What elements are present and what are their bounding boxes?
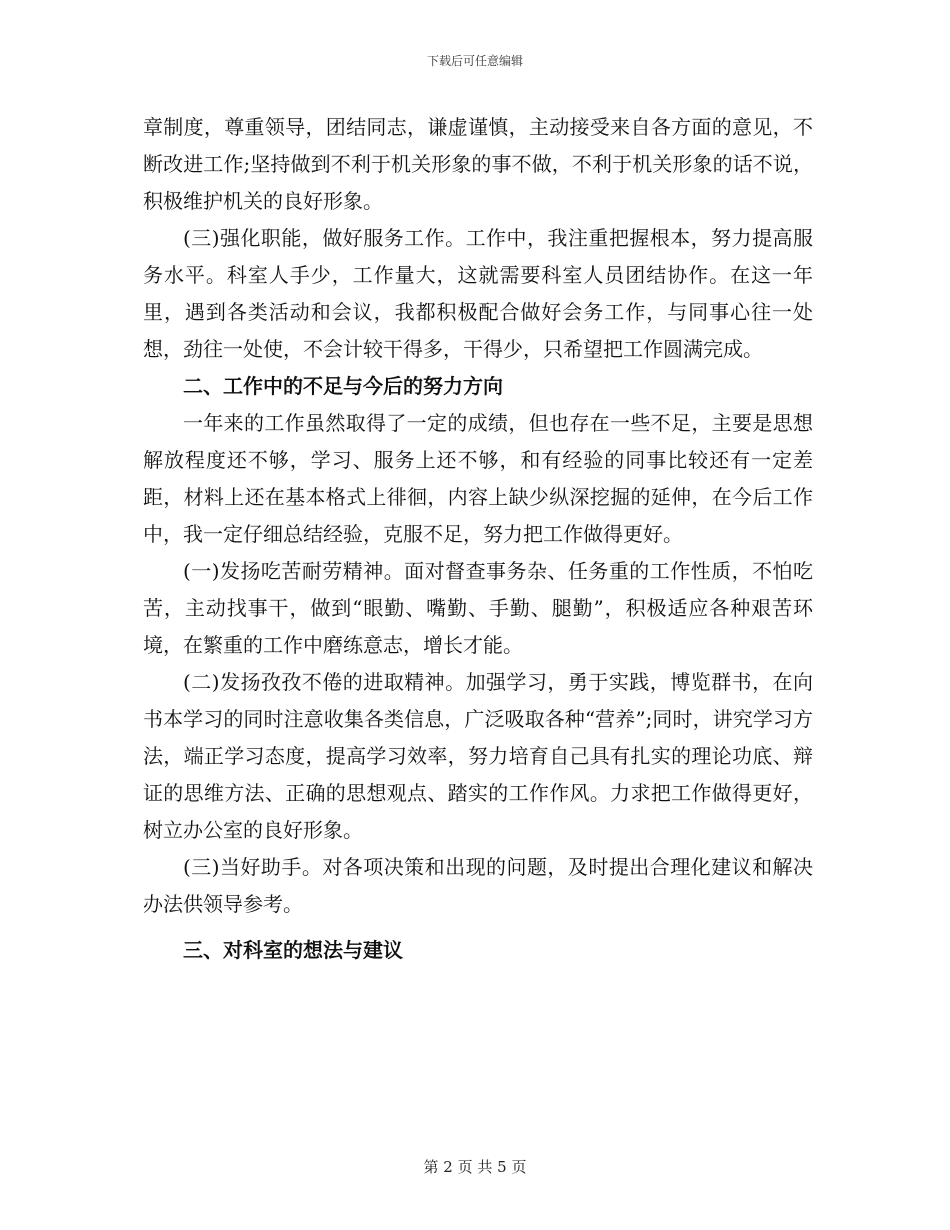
- paragraph: (三)强化职能，做好服务工作。工作中，我注重把握根本，努力提高服务水平。科室人手少，工作量大，这就需要科室人员团结协作。在这一年里，遇到各类活动和会议，我都积极配合做好会务工作，与同事心往一处想，劲往一处使，不会计较干得多，干得少，只希望把工作圆满完成。: [143, 226, 813, 361]
- paragraph: 一年来的工作虽然取得了一定的成绩，但也存在一些不足，主要是思想解放程度还不够，学习、服务上还不够，和有经验的同事比较还有一定差距，材料上还在基本格式上徘徊，内容上缺少纵深挖掘的延伸，在今后工作中，我一定仔细总结经验，克服不足，努力把工作做得更好。: [143, 411, 813, 546]
- paragraph: (三)当好助手。对各项决策和出现的问题，及时提出合理化建议和解决办法供领导参考。: [143, 855, 813, 916]
- section-heading: 三、对科室的想法与建议: [183, 938, 403, 962]
- document-body: [143, 109, 813, 969]
- paragraph: 章制度，尊重领导，团结同志，谦虚谨慎，主动接受来自各方面的意见，不断改进工作;坚持做到不利于机关形象的事不做，不利于机关形象的话不说，积极维护机关的良好形象。: [143, 115, 813, 213]
- paragraph: (二)发扬孜孜不倦的进取精神。加强学习，勇于实践，博览群书，在向书本学习的同时注意收集各类信息，广泛吸取各种“营养”;同时，讲究学习方法，端正学习态度，提高学习效率，努力培育自己具有扎实的理论功底、辩证的思维方法、正确的思想观点、踏实的工作作风。力求把工作做得更好，树立办公室的良好形象。: [143, 670, 813, 842]
- section-heading: 二、工作中的不足与今后的努力方向: [183, 374, 503, 398]
- page-number: 第 2 页 共 5 页: [423, 1158, 527, 1176]
- header-note: 下载后可任意编辑: [426, 54, 523, 68]
- paragraph: (一)发扬吃苦耐劳精神。面对督查事务杂、任务重的工作性质，不怕吃苦，主动找事干，做到“眼勤、嘴勤、手勤、腿勤”，积极适应各种艰苦环境，在繁重的工作中磨练意志，增长才能。: [143, 559, 813, 657]
